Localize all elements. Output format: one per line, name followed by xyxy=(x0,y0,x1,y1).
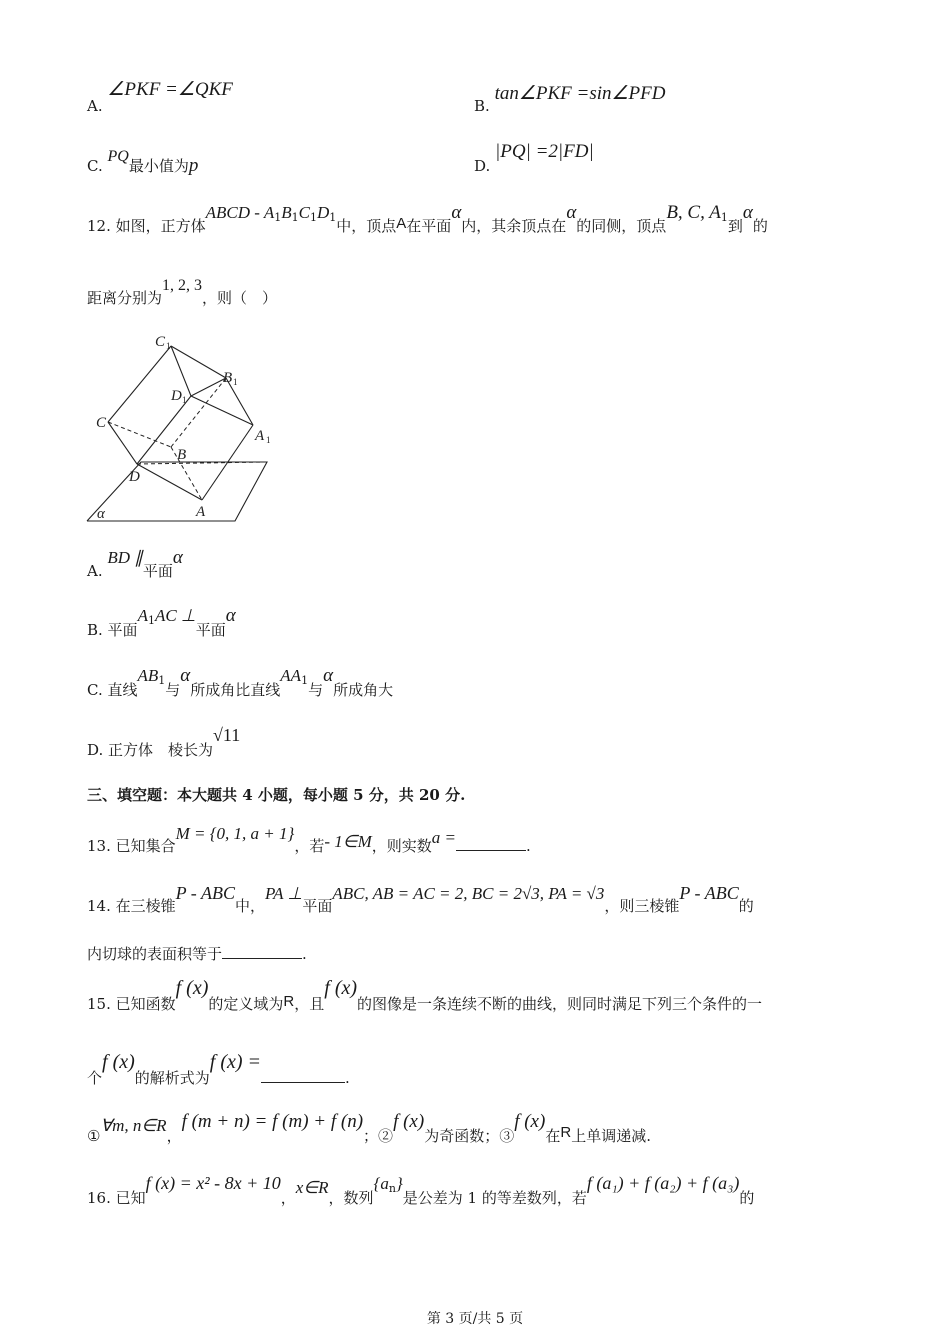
q11-option-a-math: ∠PKF =∠QKF xyxy=(107,79,233,100)
label-c: C xyxy=(96,415,107,431)
label-a: A xyxy=(196,504,206,520)
q11-option-a: A. ∠PKF =∠QKF xyxy=(87,79,233,115)
q13-answer-blank[interactable] xyxy=(456,836,526,851)
q15-line1: 15. 已知函数f (x)的定义域为R，且f (x)的图像是一条连续不断的曲线，则同时满足下列三个条件的一 xyxy=(87,977,763,1013)
edge-c-d xyxy=(108,422,137,464)
edge-d-a xyxy=(137,464,202,500)
q12-stem-line1: 12. 如图，正方体ABCD - $A_1B_1C_1D_1$中，顶点A在平面α内，其余顶点在α的同侧，顶点B, C, $A_1$到α的 xyxy=(87,202,768,235)
label-b: B xyxy=(177,447,187,463)
q15-conditions: ①∀m, n∈R，f (m + n) = f (m) + f (n)；②f (x)为奇函数；③f (x)在R上单调递减. xyxy=(87,1111,651,1145)
svg-text:1: 1 xyxy=(182,395,187,405)
cube-figure xyxy=(85,330,275,530)
hidden-edge-c-b xyxy=(108,422,171,447)
q12-option-c: C. 直线$AB_1$与α所成角比直线$AA_1$与α所成角大 xyxy=(87,665,394,699)
q12-stem-line2: 距离分别为1, 2, 3，则（ ） xyxy=(87,277,278,307)
q15-answer-blank[interactable] xyxy=(261,1068,345,1083)
label-c1: C xyxy=(155,334,166,350)
page-footer: 第 3 页/共 5 页 xyxy=(426,1311,524,1327)
svg-text:1: 1 xyxy=(266,435,271,445)
edge-c1-b1 xyxy=(171,346,226,378)
q11-option-b: B. tan∠PKF =sin∠PFD xyxy=(474,83,666,115)
q11-option-d-math: |PQ| =2|FD| xyxy=(495,141,594,162)
label-d1: D xyxy=(171,388,182,404)
q14-line2: 内切球的表面积等于 . xyxy=(87,945,307,963)
edge-d1-a1 xyxy=(191,396,253,425)
section3-title: 三、填空题：本大题共 4 小题，每小题 5 分，共 20 分. xyxy=(87,786,466,804)
q11-option-b-math: tan∠PKF =sin∠PFD xyxy=(494,83,666,104)
q14-line1: 14. 在三棱锥P - ABC中，PA ⊥平面ABC, AB = AC = 2, BC = 2√3, PA = √3，则三棱锥P - ABC的 xyxy=(87,883,754,915)
q12-option-d: D. 正方体 棱长为√11 xyxy=(87,725,241,759)
q14-answer-blank[interactable] xyxy=(222,944,302,959)
q16-line1: 16. 已知f (x) = x² - 8x + 10，x∈R，数列$\{a_n\}$是公差为 1 的等差数列，若f (a₁) + f (a₂) + f (a₃)的 xyxy=(87,1173,755,1207)
label-alpha: α xyxy=(97,506,105,522)
plane-alpha xyxy=(87,462,267,521)
q11-option-d: D. |PQ| =2|FD| xyxy=(474,141,594,175)
edge-c1-c xyxy=(108,346,171,422)
svg-text:1: 1 xyxy=(166,341,171,351)
edge-d1-b1 xyxy=(191,378,226,396)
q11-option-c: C. PQ最小值为p xyxy=(87,148,199,176)
label-d: D xyxy=(129,469,140,485)
q12-option-a: A. BD ∥平面α xyxy=(87,547,183,580)
label-b1: B xyxy=(223,370,233,386)
q13: 13. 已知集合M = {0, 1, a + 1}，若- 1∈M，则实数a = . xyxy=(87,824,531,855)
label-a1: A xyxy=(255,428,265,444)
q15-line2: 个f (x)的解析式为f (x) =. xyxy=(87,1051,350,1087)
svg-text:1: 1 xyxy=(233,377,238,387)
hidden-edge-b-a xyxy=(171,447,202,500)
q12-option-b: B. 平面$A_1AC$ ⊥平面α xyxy=(87,605,236,639)
